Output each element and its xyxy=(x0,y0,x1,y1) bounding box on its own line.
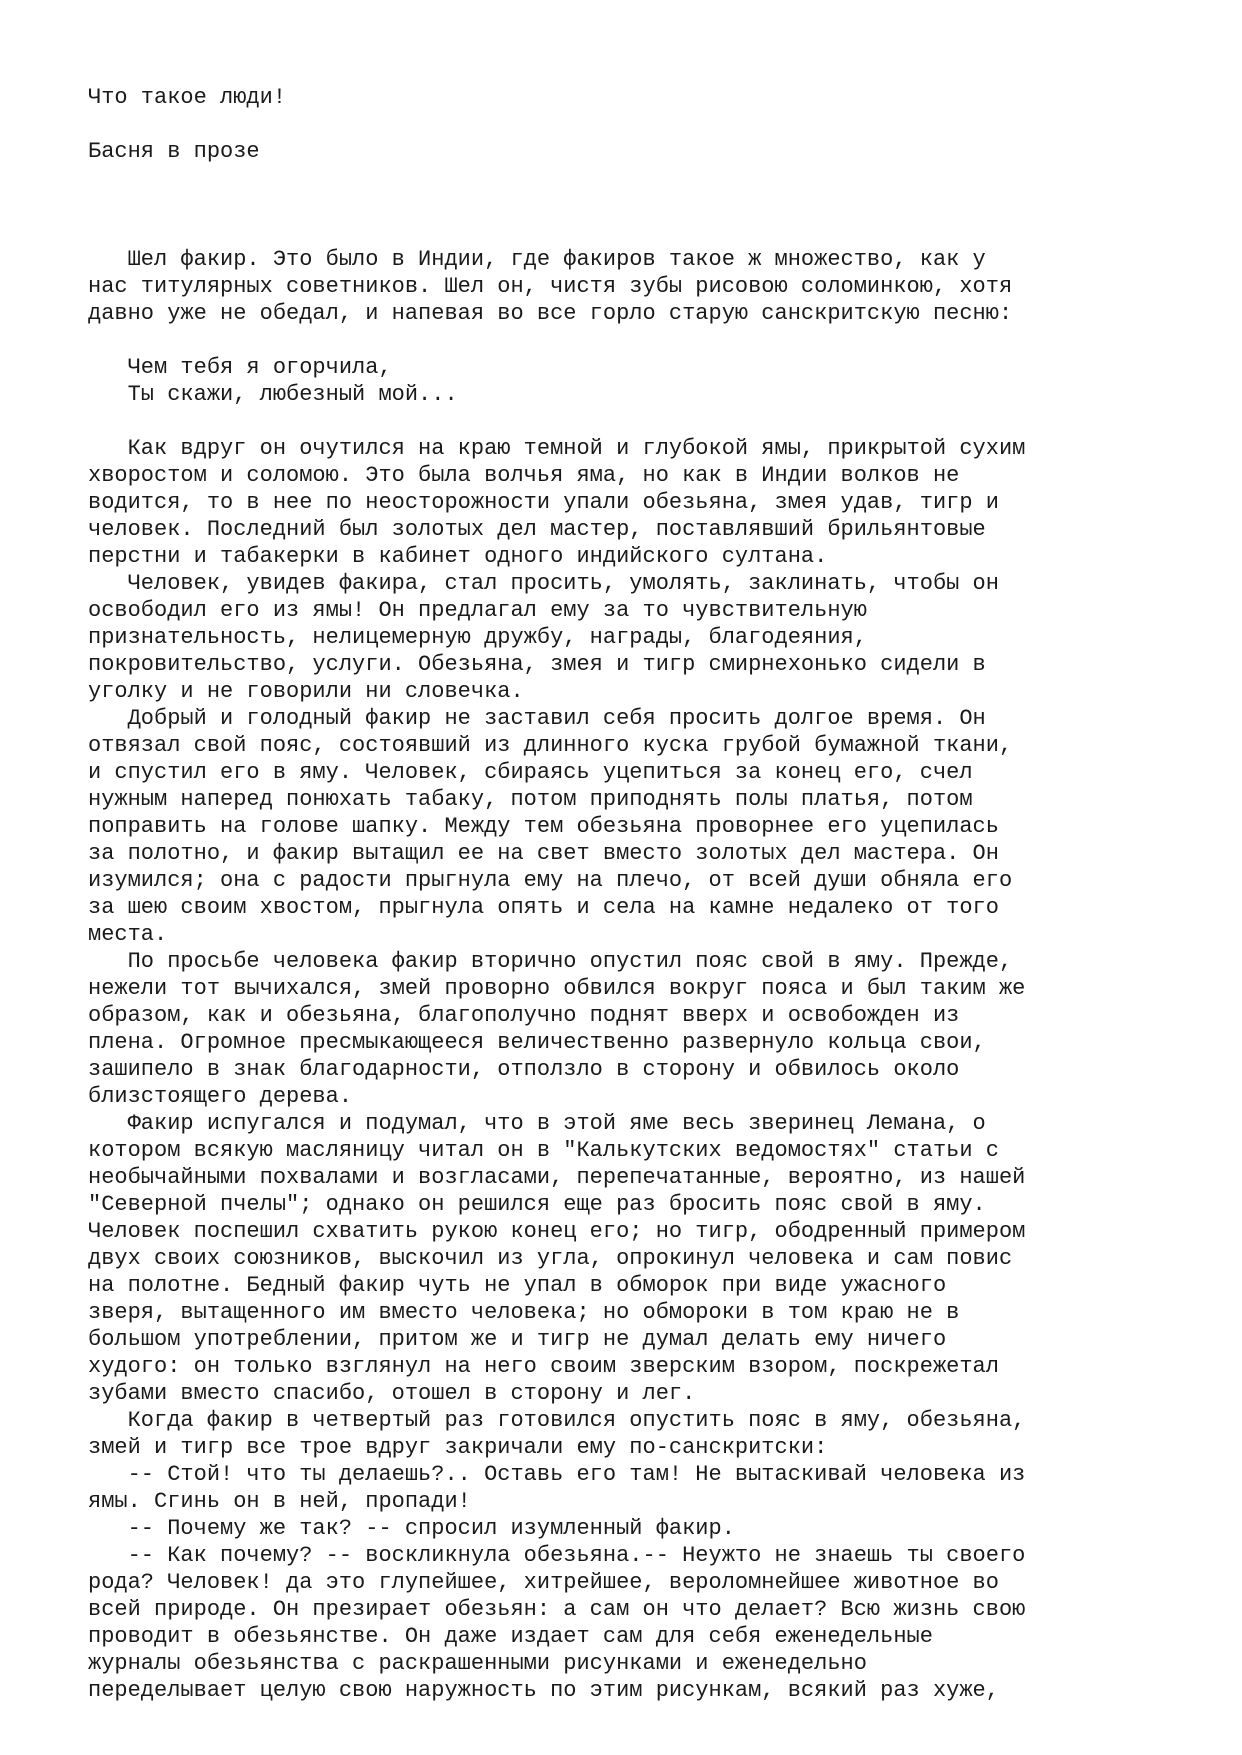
text-line: Когда факир в четвертый раз готовился опустить пояс в яму, обезьяна, xyxy=(88,1408,1026,1433)
text-line: Как вдруг он очутился на краю темной и глубокой ямы, прикрытой сухим xyxy=(88,436,1026,461)
text-line: котором всякую масляницу читал он в "Калькутских ведомостях" статьи с xyxy=(88,1138,999,1163)
blank-line xyxy=(88,327,1198,354)
text-line: отвязал свой пояс, состоявший из длинного куска грубой бумажной ткани, xyxy=(88,733,1013,758)
text-line: Ты скажи, любезный мой... xyxy=(88,382,458,407)
text-line: необычайными похвалами и возгласами, перепечатанные, вероятно, из нашей xyxy=(88,1165,1026,1190)
text-line: -- Почему же так? -- спросил изумленный факир. xyxy=(88,1516,735,1541)
text-line: большом употреблении, притом же и тигр не думал делать ему ничего xyxy=(88,1327,947,1352)
text-line: двух своих союзников, выскочил из угла, опрокинул человека и сам повис xyxy=(88,1246,1013,1271)
text-line: -- Стой! что ты делаешь?.. Оставь его там! Не вытаскивай человека из xyxy=(88,1462,1026,1487)
text-line: человек. Последний был золотых дел мастер, поставлявший брильянтовые xyxy=(88,517,986,542)
text-line: поправить на голове шапку. Между тем обезьяна проворнее его уцепилась xyxy=(88,814,999,839)
text-line: давно уже не обедал, и напевая во все горло старую санскритскую песню: xyxy=(88,301,1013,326)
text-line: Шел факир. Это было в Индии, где факиров такое ж множество, как у xyxy=(88,247,986,272)
text-line: рода? Человек! да это глупейшее, хитрейшее, вероломнейшее животное во xyxy=(88,1570,999,1595)
text-line: Факир испугался и подумал, что в этой яме весь зверинец Лемана, о xyxy=(88,1111,986,1136)
text-line: зверя, вытащенного им вместо человека; но обмороки в том краю не в xyxy=(88,1300,960,1325)
text-line: нас титулярных советников. Шел он, чистя зубы рисовою соломинкою, хотя xyxy=(88,274,1013,299)
text-line: освободил его из ямы! Он предлагал ему за то чувствительную xyxy=(88,598,867,623)
text-line: Человек поспешил схватить рукою конец его; но тигр, ободренный примером xyxy=(88,1219,1026,1244)
text-line: плена. Огромное пресмыкающееся величественно развернуло кольца свои, xyxy=(88,1030,986,1055)
text-line: на полотне. Бедный факир чуть не упал в обморок при виде ужасного xyxy=(88,1273,947,1298)
document-body xyxy=(88,246,1198,1704)
text-line: образом, как и обезьяна, благополучно поднят вверх и освобожден из xyxy=(88,1003,960,1028)
text-line: журналы обезьянства с раскрашенными рисунками и еженедельно xyxy=(88,1651,867,1676)
text-line: ямы. Сгинь он в ней, пропади! xyxy=(88,1489,471,1514)
blank-line xyxy=(88,408,1198,435)
text-line: покровительство, услуги. Обезьяна, змея и тигр смирнехонько сидели в xyxy=(88,652,986,677)
text-line: всей природе. Он презирает обезьян: а сам он что делает? Всю жизнь свою xyxy=(88,1597,1026,1622)
text-line: худого: он только взглянул на него своим зверским взором, поскрежетал xyxy=(88,1354,999,1379)
text-line: нужным наперед понюхать табаку, потом приподнять полы платья, потом xyxy=(88,787,973,812)
text-line: "Северной пчелы"; однако он решился еще раз бросить пояс свой в яму. xyxy=(88,1192,986,1217)
text-line: По просьбе человека факир вторично опустил пояс свой в яму. Прежде, xyxy=(88,949,1013,974)
text-line: Человек, увидев факира, стал просить, умолять, заклинать, чтобы он xyxy=(88,571,999,596)
text-line: переделывает целую свою наружность по этим рисункам, всякий раз хуже, xyxy=(88,1678,999,1703)
text-line: хворостом и соломою. Это была волчья яма, но как в Индии волков не xyxy=(88,463,960,488)
text-line: -- Как почему? -- воскликнула обезьяна.-- Неужто не знаешь ты своего xyxy=(88,1543,1026,1568)
text-line: места. xyxy=(88,922,168,947)
text-line: проводит в обезьянстве. Он даже издает сам для себя еженедельные xyxy=(88,1624,933,1649)
text-line: зашипело в знак благодарности, отползло в сторону и обвилось около xyxy=(88,1057,960,1082)
text-line: изумился; она с радости прыгнула ему на плечо, от всей души обняла его xyxy=(88,868,1013,893)
document-title: Что такое люди! xyxy=(88,85,287,110)
text-line: уголку и не говорили ни словечка. xyxy=(88,679,524,704)
text-line: за шею своим хвостом, прыгнула опять и села на камне недалеко от того xyxy=(88,895,999,920)
text-line: перстни и табакерки в кабинет одного индийского султана. xyxy=(88,544,828,569)
text-line: близстоящего дерева. xyxy=(88,1084,353,1109)
text-line: за полотно, и факир вытащил ее на свет вместо золотых дел мастера. Он xyxy=(88,841,999,866)
text-line: змей и тигр все трое вдруг закричали ему по-санскритски: xyxy=(88,1435,828,1460)
text-line: нежели тот вычихался, змей проворно обвился вокруг пояса и был таким же xyxy=(88,976,1026,1001)
text-line: водится, то в нее по неосторожности упали обезьяна, змея удав, тигр и xyxy=(88,490,999,515)
text-line: Чем тебя я огорчила, xyxy=(88,355,392,380)
text-line: Добрый и голодный факир не заставил себя просить долгое время. Он xyxy=(88,706,986,731)
text-line: зубами вместо спасибо, отошел в сторону и лег. xyxy=(88,1381,696,1406)
text-line: и спустил его в яму. Человек, сбираясь уцепиться за конец его, счел xyxy=(88,760,973,785)
document-subtitle: Басня в прозе xyxy=(88,139,260,164)
text-line: признательность, нелицемерную дружбу, награды, благодеяния, xyxy=(88,625,867,650)
document-page xyxy=(88,84,1198,1704)
